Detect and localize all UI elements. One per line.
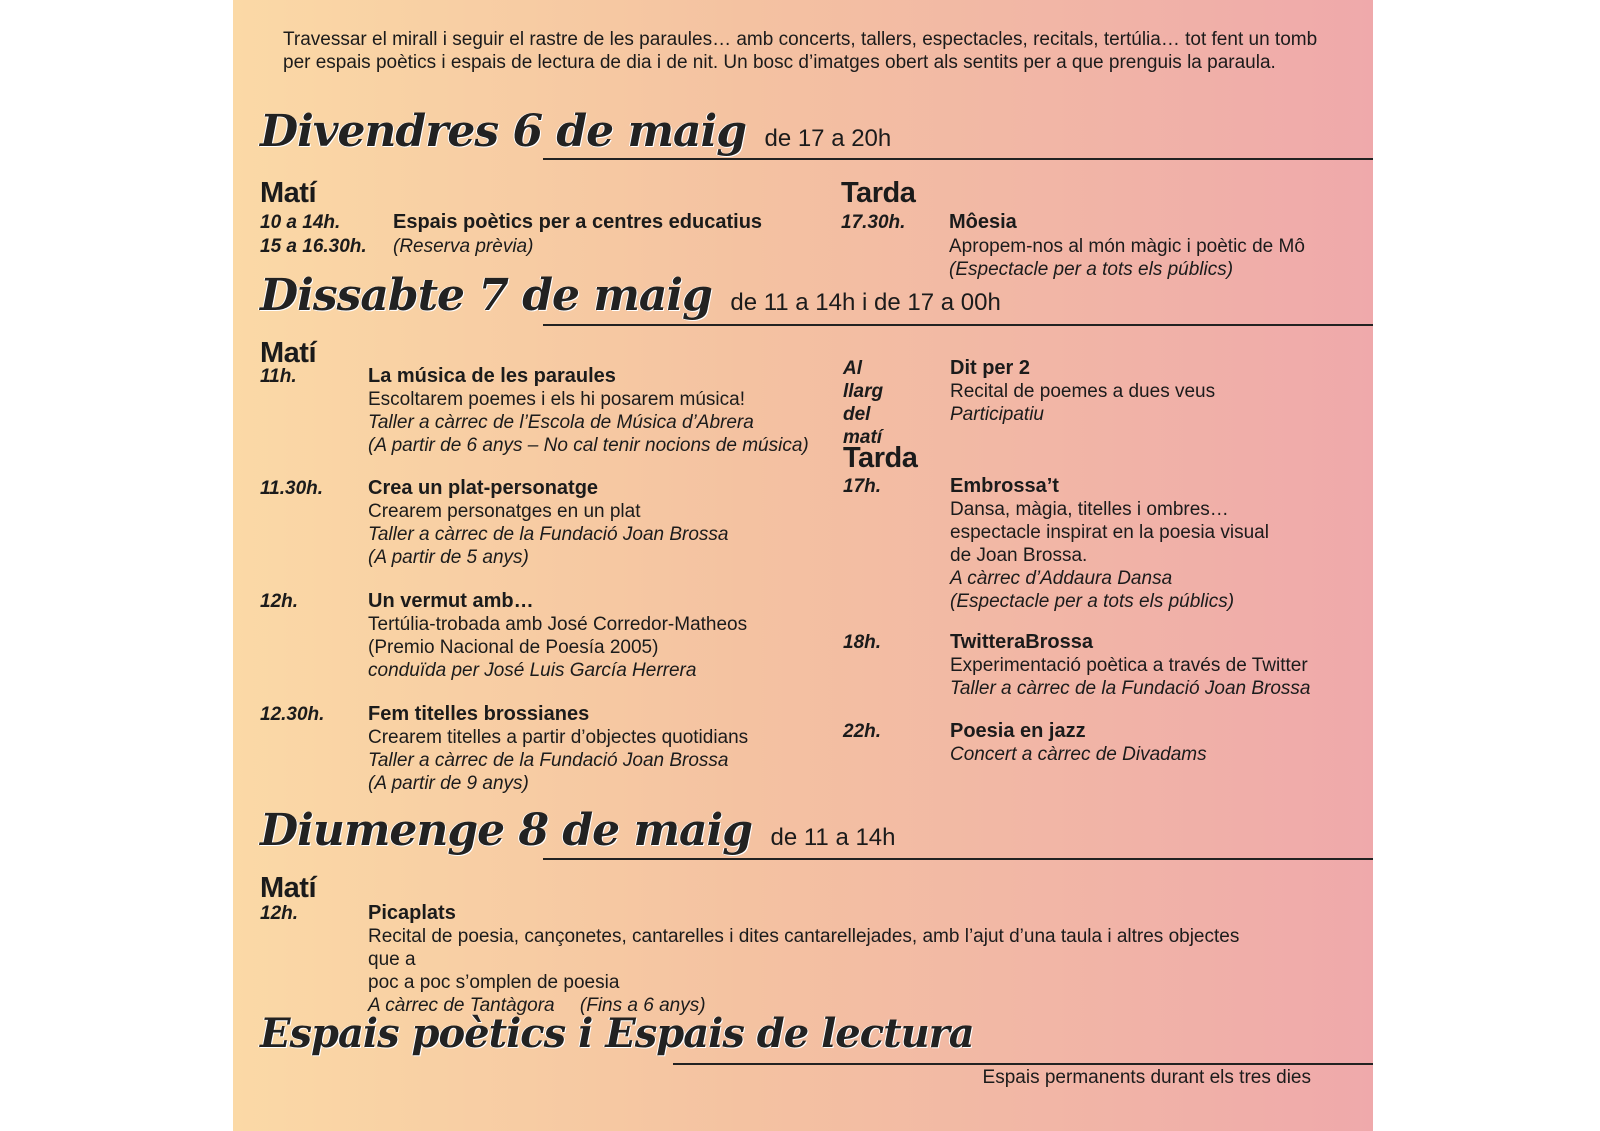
- event-line: Crearem titelles a partir d’objectes quotidians: [368, 727, 749, 748]
- event-title: Picaplats: [368, 902, 456, 924]
- event-line: de Joan Brossa.: [950, 545, 1088, 566]
- friday-mati-label: Matí: [260, 177, 316, 209]
- saturday-tarda-label: Tarda: [843, 442, 918, 474]
- friday-heading: [260, 106, 891, 157]
- sunday-mati-label: Matí: [260, 872, 316, 904]
- saturday-hours: de 11 a 14h i de 17 a 00h: [730, 289, 1001, 316]
- friday-title: Divendres 6 de maig: [260, 106, 747, 157]
- friday-rule: [543, 158, 1373, 160]
- event-time: 12h.: [260, 903, 299, 924]
- event-time: 12h.: [260, 591, 299, 612]
- event-line: Concert a càrrec de Divadams: [950, 744, 1207, 765]
- event-title: TwitteraBrossa: [950, 631, 1094, 653]
- event-line: Taller a càrrec de la Fundació Joan Brossa: [368, 524, 729, 545]
- event-line: Taller a càrrec de la Fundació Joan Brossa: [368, 750, 729, 771]
- event-line: conduïda per José Luis García Herrera: [368, 660, 697, 681]
- event-time-line: del matí: [843, 404, 883, 448]
- event-line: poc a poc s’omplen de poesia: [368, 972, 620, 993]
- event-line: Taller a càrrec de la Fundació Joan Brossa: [950, 678, 1311, 699]
- friday-tarda-label: Tarda: [841, 177, 916, 209]
- intro-text: Travessar el mirall i seguir el rastre de les paraules… amb concerts, tallers, espectacles, recitals, tertúlia… tot fent un tomb per espais poètics i espais de lectura de dia i de nit. Un bosc d’imatges obert als sentits per a que prenguis la paraula.: [283, 29, 1318, 73]
- sunday-rule: [543, 858, 1373, 860]
- event-line: (A partir de 9 anys): [368, 773, 529, 794]
- saturday-title: Dissabte 7 de maig: [260, 270, 712, 321]
- friday-tarda-title: Môesia: [949, 211, 1017, 233]
- saturday-heading: [260, 270, 1001, 321]
- event-title: Fem titelles brossianes: [368, 703, 590, 725]
- event-age: (Fins a 6 anys): [579, 995, 706, 1016]
- event-line: Crearem personatges en un plat: [368, 501, 641, 522]
- program-sheet: [233, 0, 1373, 1131]
- event-title: Embrossa’t: [950, 475, 1059, 497]
- event-organizer: A càrrec de Tantàgora: [368, 995, 555, 1016]
- friday-tarda-time: 17.30h.: [841, 212, 906, 233]
- saturday-rule: [543, 324, 1373, 326]
- event-time: [843, 357, 883, 449]
- friday-mati-note: (Reserva prèvia): [393, 236, 534, 257]
- friday-tarda-desc: Apropem-nos al món màgic i poètic de Mô: [949, 236, 1305, 257]
- espais-subtitle: Espais permanents durant els tres dies: [982, 1067, 1311, 1088]
- friday-mati-title: Espais poètics per a centres educatius: [393, 211, 763, 233]
- event-title: La música de les paraules: [368, 365, 616, 387]
- espais-title: Espais poètics i Espais de lectura: [260, 1010, 974, 1057]
- event-title: Poesia en jazz: [950, 720, 1086, 742]
- sunday-heading: [260, 805, 896, 856]
- sunday-title: Diumenge 8 de maig: [260, 805, 753, 856]
- friday-tarda-note: (Espectacle per a tots els públics): [949, 259, 1234, 280]
- event-line: Tertúlia-trobada amb José Corredor-Matheos: [368, 614, 748, 635]
- event-line: (A partir de 5 anys): [368, 547, 529, 568]
- event-time: 17h.: [843, 476, 882, 497]
- event-line: Recital de poemes a dues veus: [950, 381, 1216, 402]
- event-time: 12.30h.: [260, 704, 325, 725]
- event-title: Dit per 2: [950, 357, 1031, 379]
- event-line: Escoltarem poemes i els hi posarem música!: [368, 389, 745, 410]
- event-line: (A partir de 6 anys – No cal tenir nocions de música): [368, 435, 809, 456]
- event-line: Dansa, màgia, titelles i ombres…: [950, 499, 1229, 520]
- event-time: 11h.: [260, 366, 297, 387]
- event-line: espectacle inspirat en la poesia visual: [950, 522, 1269, 543]
- espais-rule: [673, 1063, 1373, 1065]
- espais-heading: [260, 1010, 974, 1057]
- event-time: 18h.: [843, 632, 882, 653]
- event-time: 22h.: [843, 721, 882, 742]
- event-line: Experimentació poètica a través de Twitter: [950, 655, 1308, 676]
- event-line: Recital de poesia, cançonetes, cantarelles i dites cantarellejades, amb l’ajut d’una taula i altres objectes que a: [368, 926, 1240, 970]
- event-title: Crea un plat-personatge: [368, 477, 599, 499]
- event-line: (Espectacle per a tots els públics): [950, 591, 1235, 612]
- event-line: (Premio Nacional de Poesía 2005): [368, 637, 659, 658]
- event-time: 11.30h.: [260, 478, 324, 499]
- event-line: Taller a càrrec de l’Escola de Música d’Abrera: [368, 412, 754, 433]
- event-time-line: Al llarg: [843, 358, 884, 402]
- friday-hours: de 17 a 20h: [764, 125, 892, 152]
- event-line: A càrrec d’Addaura Dansa: [950, 568, 1173, 589]
- saturday-mati-label: Matí: [260, 337, 316, 369]
- event-line: Participatiu: [950, 404, 1044, 425]
- sunday-hours: de 11 a 14h: [770, 824, 896, 851]
- event-title: Un vermut amb…: [368, 590, 534, 612]
- friday-mati-time-2: 15 a 16.30h.: [260, 236, 367, 257]
- friday-mati-time-1: 10 a 14h.: [260, 212, 341, 233]
